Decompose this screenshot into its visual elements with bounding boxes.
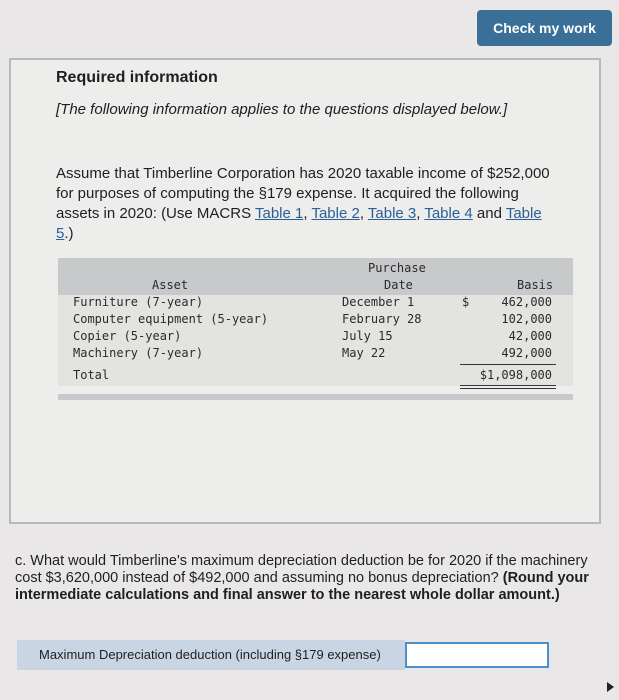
table-1-link[interactable]: Table 1 [254,205,304,222]
total-value: $1,098,000 [479,368,552,382]
info-note: [The following information applies to the questions displayed below.] [56,101,508,118]
row-2-asset: Computer equipment (5-year) [73,312,269,326]
next-arrow-icon[interactable] [607,682,614,692]
row-3-date: July 15 [342,329,393,343]
table-bottom-band [58,394,573,400]
row-4-asset: Machinery (7-year) [73,346,204,360]
row-1-asset: Furniture (7-year) [73,295,204,309]
assets-table [58,258,573,386]
intro-end: .) [64,225,74,242]
total-label: Total [73,368,110,382]
total-rule-double-1 [460,385,556,386]
question-c [15,553,607,604]
row-1-basis: 462,000 [501,295,552,309]
row-3-basis: 42,000 [508,329,552,343]
row-4-date: May 22 [342,346,386,360]
answer-label: Maximum Depreciation deduction (including §179 expense) [17,640,405,670]
required-information-title: Required information [56,69,218,86]
total-rule-top [460,364,556,365]
row-2-basis: 102,000 [501,312,552,326]
header-purchase: Purchase [368,261,426,275]
row-3-asset: Copier (5-year) [73,329,182,343]
table-3-link[interactable]: Table 3 [367,205,417,222]
required-information-panel [9,58,601,524]
intro-paragraph: Assume that Timberline Corporation has 2020 taxable income of $252,000 for purposes of computing the §179 expense. It acquired the following assets in 2020: (Use MACRS Table 1, Table 2, Table 3, Table 4 and Table 5.) [56,165,550,242]
table-5-link[interactable]: Table 5 [56,205,542,242]
header-date: Date [384,278,413,292]
row-2-date: February 28 [342,312,422,326]
header-asset: Asset [152,278,189,292]
intro-text: Assume that Timberline Corporation has 2020 taxable income of $252,000 for purposes of computing the §179 expense. It acquired the following assets in 2020: (Use MACRS [56,165,550,222]
header-basis: Basis [517,278,554,292]
question-text: c. What would Timberline's maximum depreciation deduction be for 2020 if the machinery cost $3,620,000 instead of $492,000 and assuming no bonus depreciation? [15,553,588,586]
row-1-currency: $ [462,295,470,309]
row-1-date: December 1 [342,295,415,309]
check-my-work-button[interactable]: Check my work [477,10,612,46]
table-4-link[interactable]: Table 4 [424,205,473,222]
table-2-link[interactable]: Table 2 [311,205,360,222]
answer-input[interactable] [405,642,549,668]
table-header-band [58,258,573,295]
row-4-basis: 492,000 [501,346,552,360]
total-rule-double-2 [460,388,556,389]
question-instruction: (Round your intermediate calculations and final answer to the nearest whole dollar amount.) [15,570,589,603]
